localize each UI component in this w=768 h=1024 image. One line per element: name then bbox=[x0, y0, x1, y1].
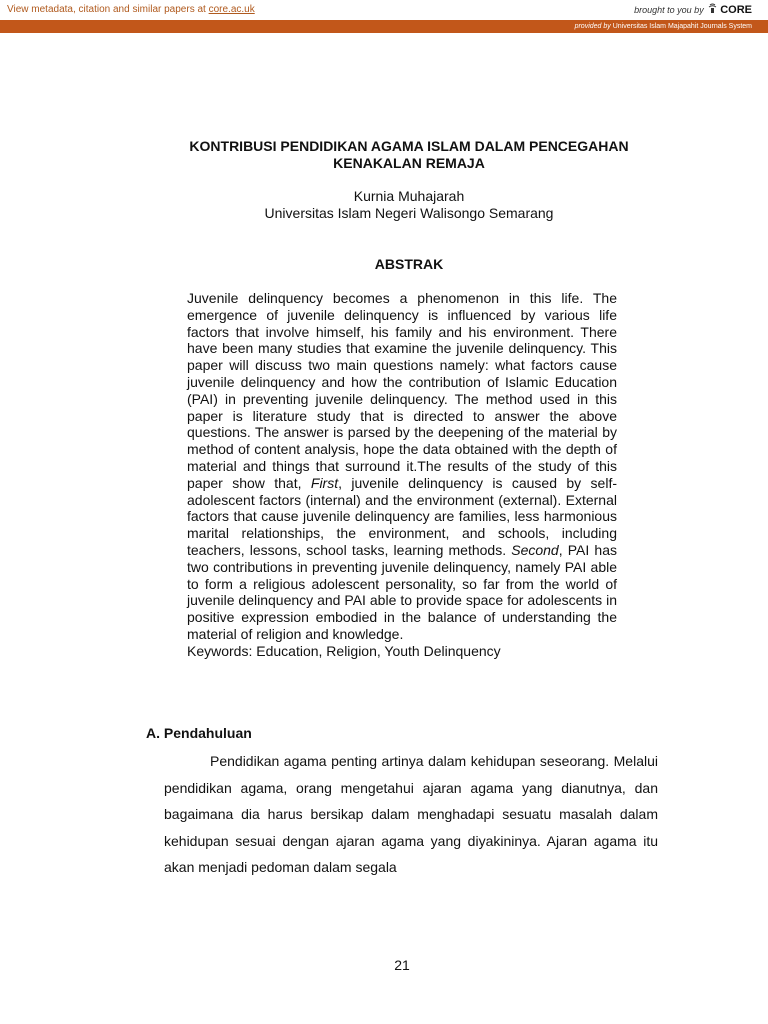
paper-title bbox=[120, 138, 698, 172]
core-metadata-text: View metadata, citation and similar papers at bbox=[7, 4, 209, 15]
core-banner bbox=[0, 0, 768, 20]
provided-by bbox=[575, 20, 752, 33]
abstract-text-2: , juvenile delinquency is caused by self-adolescent factors (internal) and the environment (external). External factors that cause juvenile delinquency are families, less harmonious marital relationships, the environment, and schools, including teachers, lessons, school tasks, learning methods. bbox=[187, 474, 617, 558]
abstract-second-emphasis: Second bbox=[511, 541, 559, 558]
abstract-keywords: Keywords: Education, Religion, Youth Delinquency bbox=[187, 642, 501, 659]
section-heading-pendahuluan: A. Pendahuluan bbox=[146, 725, 252, 741]
section-body bbox=[164, 748, 658, 881]
core-metadata-notice bbox=[7, 0, 255, 20]
author-affiliation: Universitas Islam Negeri Walisongo Semarang bbox=[264, 205, 554, 221]
provided-by-source: Universitas Islam Majapahit Journals System bbox=[610, 23, 752, 30]
abstract-heading: ABSTRAK bbox=[374, 256, 444, 272]
core-link[interactable]: core.ac.uk bbox=[208, 4, 255, 15]
abstract-text-3: , PAI has two contributions in preventing juvenile delinquency, namely PAI able to form a religious adolescent personality, so far from the world of juvenile delinquency and PAI able to provide space for adolescents in positive expression embodied in the balance of understanding the material of religion and knowledge. bbox=[187, 541, 617, 642]
core-logo-icon bbox=[708, 3, 717, 14]
provided-by-label: provided by bbox=[574, 23, 611, 30]
page-number: 21 bbox=[394, 957, 410, 973]
provided-by-bar bbox=[0, 20, 768, 33]
abstract-text-1: Juvenile delinquency becomes a phenomenon in this life. The emergence of juvenile delinquency is influenced by various life factors that involve himself, his family and his environment. There have been many studies that examine the juvenile delinquency. This paper will discuss two main questions namely: what factors cause juvenile delinquency and how the contribution of Islamic Education (PAI) in preventing juvenile delinquency. The method used in this paper is literature study that is directed to answer the above questions. The answer is parsed by the deepening of the material by method of content analysis, hope the data obtained with the depth of material and things that surround it.The results of the study of this paper show that, bbox=[187, 290, 617, 491]
title-line-2: KENAKALAN REMAJA bbox=[333, 155, 485, 171]
abstract-body bbox=[187, 290, 617, 660]
author-block bbox=[120, 188, 698, 222]
core-brought-by[interactable] bbox=[634, 0, 752, 20]
title-line-1: KONTRIBUSI PENDIDIKAN AGAMA ISLAM DALAM PENCEGAHAN bbox=[189, 138, 629, 154]
abstract-first-emphasis: First bbox=[310, 474, 339, 491]
core-logo-text: CORE bbox=[720, 4, 752, 16]
body-paragraph: Pendidikan agama penting artinya dalam kehidupan seseorang. Melalui pendidikan agama, orang mengetahui ajaran agama yang dianutnya, dan bagaimana dia harus bersikap dalam menghadapi sesuatu masalah dalam kehidupan sesuai dengan ajaran agama yang diyakininya. Ajaran agama itu akan menjadi pedoman dalam segala bbox=[164, 753, 658, 875]
abstract-paragraph bbox=[187, 290, 617, 643]
brought-by-text: brought to you by bbox=[634, 5, 704, 15]
author-name: Kurnia Muhajarah bbox=[353, 188, 465, 204]
